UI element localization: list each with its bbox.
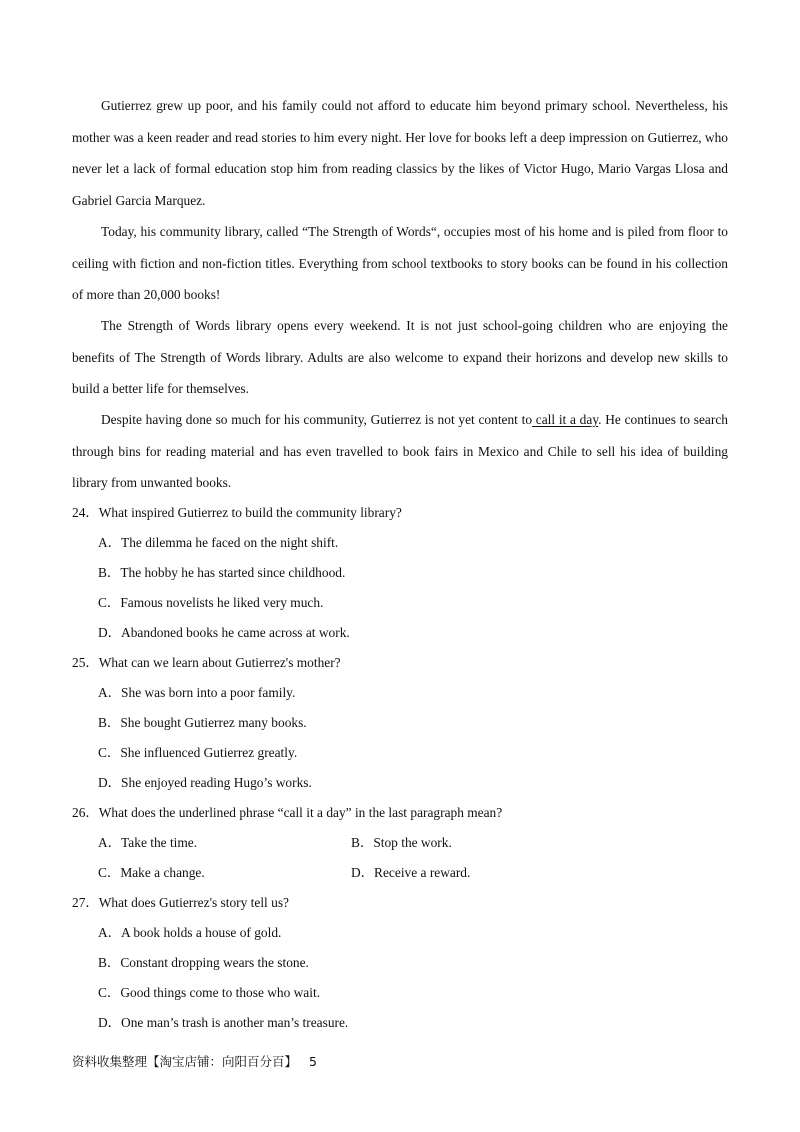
question-26-option-b: B．Stop the work. <box>351 835 452 850</box>
question-27-stem: 27．What does Gutierrez's story tell us? <box>72 895 289 910</box>
question-26-option-d: D．Receive a reward. <box>351 865 471 880</box>
question-24-option-d: D．Abandoned books he came across at work. <box>98 625 350 640</box>
question-26-option-c: C．Make a change. <box>98 865 205 880</box>
paragraph-4-text-after: . He continues to search through bins for reading material and has even travelled to book fairs in Mexico and Chile to sell his idea of building library from unwanted books. <box>72 412 728 490</box>
paragraph-2: Today, his community library, called “The Strength of Words“, occupies most of his home and is piled from floor to ceiling with fiction and non-fiction titles. Everything from school textbooks to story books can be found in his collection of more than 20,000 books! <box>72 224 728 302</box>
paragraph-3: The Strength of Words library opens every weekend. It is not just school-going children who are enjoying the benefits of The Strength of Words library. Adults are also welcome to expand their horizons and develop new skills to build a better life for themselves. <box>72 318 728 396</box>
question-24-stem: 24．What inspired Gutierrez to build the community library? <box>72 505 402 520</box>
page-number: 5 <box>309 1054 317 1069</box>
question-25-option-b: B．She bought Gutierrez many books. <box>98 715 307 730</box>
question-24-option-a: A．The dilemma he faced on the night shift. <box>98 535 339 550</box>
paragraph-4-text-before: Despite having done so much for his community, Gutierrez is not yet content to <box>101 412 533 427</box>
question-25-option-a: A．She was born into a poor family. <box>98 685 296 700</box>
question-27-option-a: A．A book holds a house of gold. <box>98 925 282 940</box>
paragraph-4 <box>72 404 728 499</box>
question-27-option-d: D．One man’s trash is another man’s treasure. <box>98 1015 349 1030</box>
question-25-stem: 25．What can we learn about Gutierrez's mother? <box>72 655 341 670</box>
paragraph-1: Gutierrez grew up poor, and his family could not afford to educate him beyond primary school. Nevertheless, his mother was a keen reader and read stories to him every night. Her love for books left a deep impression on Gutierrez, who never let a lack of formal education stop him from reading classics by the likes of Victor Hugo, Mario Vargas Llosa and Gabriel Garcia Marquez. <box>72 98 728 208</box>
question-27-option-c: C．Good things come to those who wait. <box>98 985 321 1000</box>
question-26-option-a: A．Take the time. <box>98 835 198 850</box>
question-25-option-d: D．She enjoyed reading Hugo’s works. <box>98 775 312 790</box>
question-26-stem: 26．What does the underlined phrase “call it a day” in the last paragraph mean? <box>72 805 503 820</box>
question-24-option-c: C．Famous novelists he liked very much. <box>98 595 324 610</box>
question-27-option-b: B．Constant dropping wears the stone. <box>98 955 309 970</box>
underlined-phrase: call it a day <box>532 412 599 427</box>
question-25-option-c: C．She influenced Gutierrez greatly. <box>98 745 298 760</box>
footer-text: 资料收集整理【淘宝店铺：向阳百分百】 <box>72 1054 298 1069</box>
page-footer <box>72 1052 317 1070</box>
question-24-option-b: B．The hobby he has started since childhood. <box>98 565 346 580</box>
